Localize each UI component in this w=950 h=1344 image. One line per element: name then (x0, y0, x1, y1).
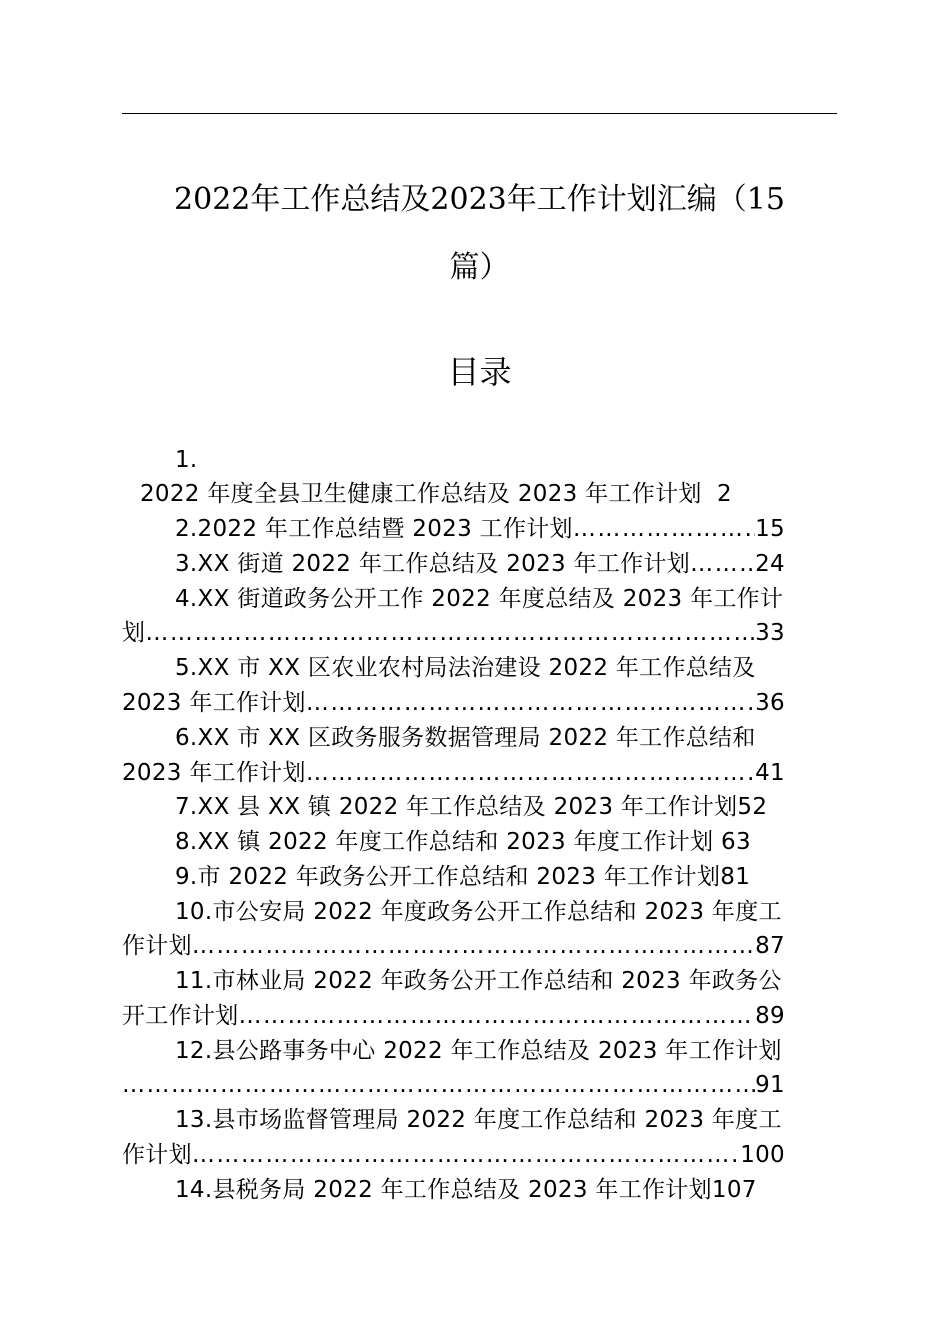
toc-entry-6-line-2[interactable] (122, 757, 785, 789)
toc-entry-4-line-2[interactable] (122, 617, 785, 649)
title-text-b: 年工作计划汇编（ (506, 182, 747, 217)
toc-leader-dots (306, 757, 755, 789)
toc-entry-6-page: 41 (755, 760, 785, 786)
toc-entry-8-page: 63 (721, 829, 751, 855)
toc-entry-5-line-1[interactable]: 5.XX 市 XX 区农业农村局法治建设 2022 年工作总结及 (175, 655, 756, 681)
toc-leader-dots (306, 687, 755, 719)
toc-entry-7-text: 7.XX 县 XX 镇 2022 年工作总结及 2023 年工作计划 (175, 794, 738, 820)
toc-entry-8[interactable] (175, 826, 751, 858)
toc-entry-11-line-2[interactable] (122, 1000, 785, 1032)
header-rule (122, 113, 837, 114)
toc-entry-12-line-2[interactable] (122, 1069, 785, 1101)
document-title-line-1 (122, 180, 837, 220)
toc-entry-6-line-1[interactable]: 6.XX 市 XX 区政务服务数据管理局 2022 年工作总结和 (175, 725, 756, 751)
document-title-line-2: 篇） (449, 250, 510, 285)
title-year-2022: 2022 (174, 182, 251, 217)
toc-entry-12-page: 91 (755, 1072, 785, 1098)
toc-entry-1-text: 2022 年度全县卫生健康工作总结及 2023 年工作计划 (140, 481, 702, 507)
toc-entry-1-page: 2 (716, 481, 732, 507)
title-text-a: 年工作总结及 (250, 182, 431, 217)
toc-leader-dots (122, 1069, 755, 1101)
toc-entry-1-line-2[interactable] (140, 478, 780, 510)
toc-entry-13-page: 100 (740, 1142, 785, 1168)
toc-entry-5-page: 36 (755, 690, 785, 716)
toc-entry-13-text: 作计划 (122, 1142, 192, 1168)
toc-entry-5-line-2[interactable] (122, 687, 785, 719)
toc-entry-12-line-1[interactable]: 12.县公路事务中心 2022 年工作总结及 2023 年工作计划 (175, 1038, 782, 1064)
toc-leader-dots (690, 548, 755, 580)
toc-entry-4-line-1[interactable]: 4.XX 街道政务公开工作 2022 年度总结及 2023 年工作计 (175, 586, 784, 612)
toc-leader-dots (573, 513, 755, 545)
toc-entry-7-page: 52 (737, 794, 768, 820)
toc-entry-9[interactable] (175, 861, 750, 893)
toc-leader-dots (239, 1000, 756, 1032)
toc-entry-14[interactable] (175, 1174, 757, 1206)
toc-entry-10-page: 87 (755, 933, 785, 959)
title-year-2023: 2023 (430, 182, 507, 217)
toc-entry-10-text: 作计划 (122, 933, 192, 959)
toc-entry-5-text: 2023 年工作计划 (122, 690, 306, 716)
toc-entry-11-line-1[interactable]: 11.市林业局 2022 年政务公开工作总结和 2023 年政务公 (175, 968, 782, 994)
toc-leader-dots (192, 1139, 740, 1171)
toc-entry-14-text: 14.县税务局 2022 年工作总结及 2023 年工作计划 (175, 1177, 712, 1203)
toc-entry-9-text: 9.市 2022 年政务公开工作总结和 2023 年工作计划 (175, 864, 721, 890)
toc-entry-3-page: 24 (755, 551, 785, 577)
title-count: 15 (746, 182, 785, 217)
toc-entry-3-text: 3.XX 街道 2022 年工作总结及 2023 年工作计划 (175, 551, 691, 577)
toc-leader-dots (192, 930, 755, 962)
toc-entry-13-line-2[interactable] (122, 1139, 785, 1171)
toc-entry-6-text: 2023 年工作计划 (122, 760, 306, 786)
toc-entry-9-page: 81 (720, 864, 751, 890)
toc-entry-10-line-1[interactable]: 10.市公安局 2022 年度政务公开工作总结和 2023 年度工 (175, 899, 782, 925)
toc-entry-11-page: 89 (755, 1003, 785, 1029)
toc-entry-7[interactable] (175, 791, 767, 823)
toc-entry-1-line-1[interactable]: 1. (175, 447, 198, 473)
toc-entry-3[interactable] (175, 548, 785, 580)
toc-entry-2-text: 2.2022 年工作总结暨 2023 工作计划 (175, 516, 573, 542)
toc-entry-4-text: 划 (122, 620, 146, 646)
toc-entry-13-line-1[interactable]: 13.县市场监督管理局 2022 年度工作总结和 2023 年度工 (175, 1107, 782, 1133)
toc-leader-dots (145, 617, 755, 649)
toc-entry-11-text: 开工作计划 (122, 1003, 239, 1029)
toc-entry-10-line-2[interactable] (122, 930, 785, 962)
toc-entry-2[interactable] (175, 513, 785, 545)
toc-entry-8-text: 8.XX 镇 2022 年度工作总结和 2023 年度工作计划 (175, 829, 714, 855)
toc-heading: 目录 (447, 353, 512, 391)
toc-entry-2-page: 15 (755, 516, 785, 542)
toc-entry-14-page: 107 (711, 1177, 757, 1203)
toc-entry-4-page: 33 (755, 620, 785, 646)
